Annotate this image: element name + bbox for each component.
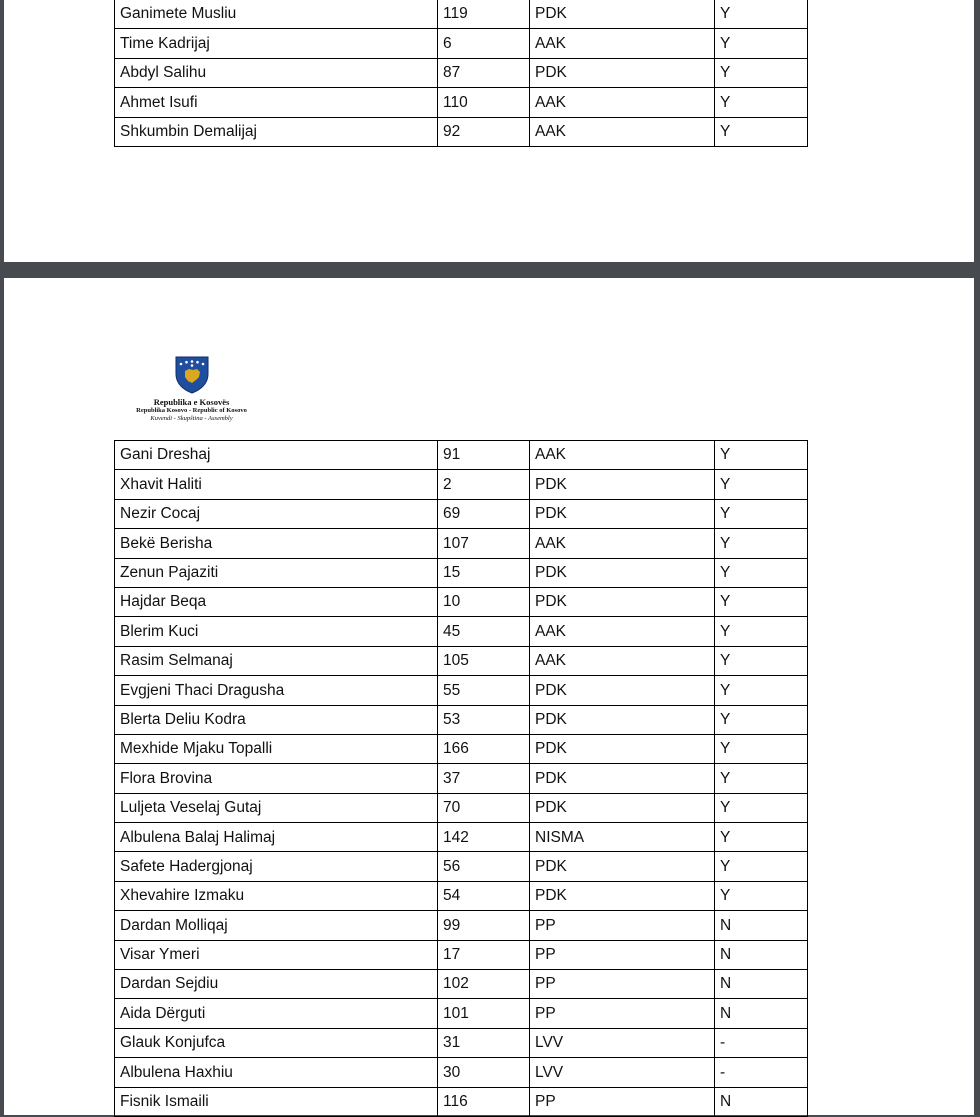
party-cell: PP [530,999,715,1028]
table-row [115,705,808,734]
member-name-cell: Flora Brovina [115,764,438,793]
table-row [115,940,808,969]
table-row [115,793,808,822]
vote-cell: Y [715,29,808,58]
member-name-cell: Ahmet Isufi [115,88,438,117]
member-name-cell: Glauk Konjufca [115,1028,438,1057]
member-number-cell: 30 [438,1058,530,1087]
document-page-2 [4,278,974,1115]
table-row [115,970,808,999]
party-cell: PP [530,1087,715,1116]
party-cell: AAK [530,617,715,646]
member-number-cell: 92 [438,117,530,146]
member-name-cell: Ganimete Musliu [115,0,438,29]
vote-cell: N [715,911,808,940]
vote-cell: Y [715,705,808,734]
vote-cell: Y [715,529,808,558]
member-name-cell: Nezir Cocaj [115,499,438,528]
party-cell: AAK [530,529,715,558]
table-row [115,646,808,675]
party-cell: PDK [530,470,715,499]
vote-cell: N [715,940,808,969]
member-number-cell: 2 [438,470,530,499]
member-number-cell: 45 [438,617,530,646]
table-row [115,999,808,1028]
vote-cell: N [715,1087,808,1116]
member-name-cell: Safete Hadergjonaj [115,852,438,881]
member-name-cell: Aida Dërguti [115,999,438,1028]
party-cell: PDK [530,852,715,881]
party-cell: PDK [530,764,715,793]
vote-cell: N [715,970,808,999]
member-number-cell: 107 [438,529,530,558]
member-number-cell: 31 [438,1028,530,1057]
table-row [115,529,808,558]
table-row [115,88,808,117]
member-number-cell: 56 [438,852,530,881]
table-row [115,852,808,881]
table-row [115,911,808,940]
vote-cell: Y [715,764,808,793]
member-name-cell: Visar Ymeri [115,940,438,969]
party-cell: PDK [530,881,715,910]
member-number-cell: 53 [438,705,530,734]
party-cell: AAK [530,88,715,117]
vote-cell: Y [715,470,808,499]
member-number-cell: 87 [438,58,530,87]
member-number-cell: 142 [438,823,530,852]
member-number-cell: 119 [438,0,530,29]
member-number-cell: 15 [438,558,530,587]
party-cell: AAK [530,441,715,470]
member-number-cell: 105 [438,646,530,675]
member-number-cell: 99 [438,911,530,940]
member-number-cell: 37 [438,764,530,793]
table-row [115,470,808,499]
vote-cell: Y [715,558,808,587]
party-cell: AAK [530,117,715,146]
member-name-cell: Zenun Pajaziti [115,558,438,587]
vote-cell: Y [715,852,808,881]
vote-cell: - [715,1058,808,1087]
member-name-cell: Xhevahire Izmaku [115,881,438,910]
member-number-cell: 17 [438,940,530,969]
party-cell: PDK [530,0,715,29]
table-row [115,617,808,646]
member-name-cell: Rasim Selmanaj [115,646,438,675]
table-row [115,823,808,852]
party-cell: PDK [530,676,715,705]
party-cell: PDK [530,793,715,822]
member-number-cell: 6 [438,29,530,58]
vote-cell: Y [715,441,808,470]
vote-table-page-1 [114,0,808,147]
member-name-cell: Albulena Haxhiu [115,1058,438,1087]
member-name-cell: Dardan Molliqaj [115,911,438,940]
table-row [115,441,808,470]
vote-cell: N [715,999,808,1028]
table-row [115,0,808,29]
member-name-cell: Bekë Berisha [115,529,438,558]
table-row [115,764,808,793]
member-name-cell: Albulena Balaj Halimaj [115,823,438,852]
member-number-cell: 101 [438,999,530,1028]
table-row [115,676,808,705]
party-cell: PP [530,970,715,999]
party-cell: PDK [530,705,715,734]
member-name-cell: Shkumbin Demalijaj [115,117,438,146]
party-cell: LVV [530,1028,715,1057]
member-name-cell: Mexhide Mjaku Topalli [115,734,438,763]
member-number-cell: 70 [438,793,530,822]
table-row [115,1028,808,1057]
table-row [115,558,808,587]
table-row [115,499,808,528]
member-name-cell: Luljeta Veselaj Gutaj [115,793,438,822]
vote-cell: Y [715,587,808,616]
vote-cell: Y [715,117,808,146]
member-number-cell: 91 [438,441,530,470]
document-page-1 [4,0,974,262]
vote-cell: Y [715,0,808,29]
party-cell: PP [530,940,715,969]
letterhead [114,354,269,423]
vote-table-page-2 [114,440,808,1117]
vote-cell: - [715,1028,808,1057]
member-number-cell: 54 [438,881,530,910]
kosovo-emblem-icon [172,354,212,394]
member-number-cell: 110 [438,88,530,117]
member-name-cell: Time Kadrijaj [115,29,438,58]
vote-cell: Y [715,499,808,528]
vote-cell: Y [715,823,808,852]
party-cell: LVV [530,1058,715,1087]
member-number-cell: 10 [438,587,530,616]
member-name-cell: Xhavit Haliti [115,470,438,499]
member-name-cell: Fisnik Ismaili [115,1087,438,1116]
table-row [115,587,808,616]
member-name-cell: Gani Dreshaj [115,441,438,470]
member-number-cell: 102 [438,970,530,999]
member-name-cell: Dardan Sejdiu [115,970,438,999]
party-cell: PDK [530,499,715,528]
table-row [115,734,808,763]
party-cell: PP [530,911,715,940]
party-cell: AAK [530,29,715,58]
member-number-cell: 116 [438,1087,530,1116]
member-name-cell: Blerta Deliu Kodra [115,705,438,734]
vote-cell: Y [715,734,808,763]
table-row [115,117,808,146]
party-cell: NISMA [530,823,715,852]
letterhead-assembly: Kuvendi - Skupština - Assembly [150,415,233,422]
party-cell: AAK [530,646,715,675]
member-number-cell: 166 [438,734,530,763]
member-name-cell: Blerim Kuci [115,617,438,646]
party-cell: PDK [530,558,715,587]
party-cell: PDK [530,58,715,87]
party-cell: PDK [530,734,715,763]
letterhead-republic-translations: Republika Kosovo - Republic of Kosovo [136,407,247,414]
table-row [115,29,808,58]
vote-cell: Y [715,881,808,910]
vote-cell: Y [715,58,808,87]
member-name-cell: Abdyl Salihu [115,58,438,87]
vote-cell: Y [715,617,808,646]
vote-cell: Y [715,646,808,675]
member-name-cell: Hajdar Beqa [115,587,438,616]
member-number-cell: 69 [438,499,530,528]
letterhead-republic-name: Republika e Kosovës [153,397,230,407]
table-row [115,881,808,910]
party-cell: PDK [530,587,715,616]
table-row [115,58,808,87]
vote-cell: Y [715,793,808,822]
member-number-cell: 55 [438,676,530,705]
vote-cell: Y [715,88,808,117]
table-row [115,1058,808,1087]
member-name-cell: Evgjeni Thaci Dragusha [115,676,438,705]
vote-cell: Y [715,676,808,705]
table-row [115,1087,808,1116]
